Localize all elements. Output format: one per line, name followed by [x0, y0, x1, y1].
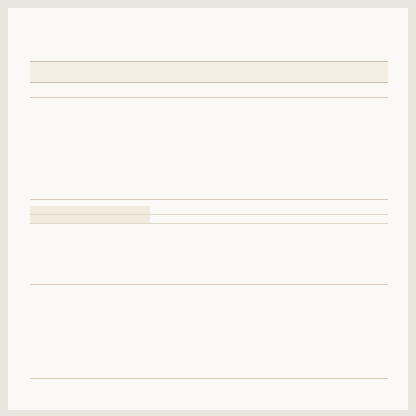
chord-diagram — [259, 143, 293, 151]
divider — [30, 378, 388, 379]
divider — [30, 199, 388, 200]
chord-diagram — [262, 99, 296, 107]
chord-name — [301, 99, 335, 107]
chord-progression — [150, 215, 388, 223]
table-row — [30, 215, 388, 224]
chord-name — [137, 143, 171, 151]
meta-key — [30, 62, 120, 82]
chord-diagram — [224, 99, 258, 107]
chord-diagram — [301, 99, 335, 107]
chord-progression — [150, 206, 388, 214]
meta-capo — [120, 62, 210, 82]
section-name — [30, 206, 150, 214]
song-structure-table — [30, 206, 388, 224]
chord-name — [138, 99, 172, 107]
chord-name — [54, 99, 88, 107]
section-name — [30, 215, 150, 223]
table-row — [30, 206, 388, 215]
chord-name — [224, 99, 258, 107]
meta-tempo — [209, 62, 299, 82]
chord-diagram — [138, 99, 172, 107]
chord-name — [259, 143, 293, 151]
chord-diagram — [137, 143, 171, 151]
chord-name — [178, 99, 212, 107]
running-header — [8, 17, 408, 22]
chord-diagram — [54, 99, 88, 107]
song-meta-table — [30, 61, 388, 83]
chord-name — [262, 99, 296, 107]
divider — [30, 97, 388, 98]
technique-notes — [30, 291, 388, 297]
chord-diagram — [178, 99, 212, 107]
meta-difficulty — [299, 62, 389, 82]
divider — [30, 284, 388, 285]
page — [8, 8, 408, 410]
